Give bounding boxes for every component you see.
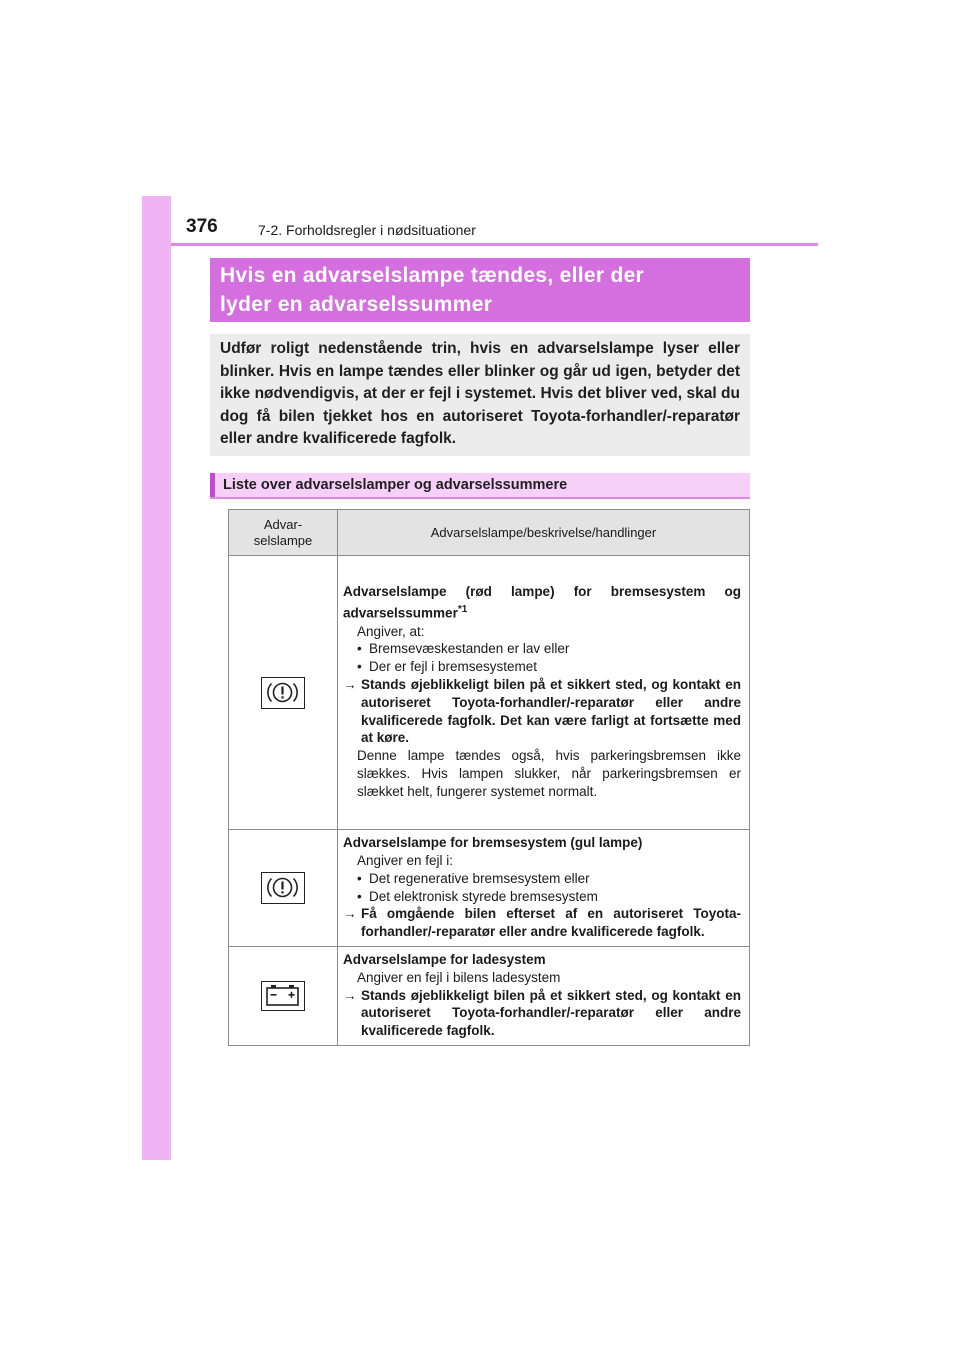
list-item: • Det elektronisk styrede bremsesystem [357, 888, 598, 904]
description-cell [338, 947, 750, 1046]
battery-icon [261, 981, 305, 1011]
intro-box [210, 334, 750, 456]
description-cell [338, 556, 750, 830]
subheading-text: Liste over advarselslamper og advarselssummere [223, 477, 568, 493]
subheading [210, 473, 750, 499]
lamp-note: Denne lampe tændes også, hvis parkeringsbremsen ikke slækkes. Hvis lampen slukker, når parkeringsbremsen er slækket helt, fungerer systemet normalt. [357, 748, 741, 799]
brake-warning-icon [261, 677, 305, 709]
main-heading-line-2: lyder en advarselssummer [220, 293, 493, 316]
description-cell [338, 830, 750, 947]
side-margin-bar [142, 196, 171, 1160]
intro-text: Udfør roligt nedenstående trin, hvis en advarselslampe lyser eller blinker. Hvis en lampe tændes eller blinker og går ud igen, betyder det ikke nødvendigvis, at der er fejl i systemet. Hvis det bliver ved, skal du dog få bilen tjekket hos en autoriseret Toyota-forhandler/-reparatør eller andre kvalificerede fagfolk. [220, 340, 740, 447]
list-item: • Bremsevæskestanden er lav eller [357, 641, 570, 657]
list-item: • Det regenerative bremsesystem eller [357, 870, 590, 886]
table-row [229, 556, 750, 830]
lamp-lead: Angiver en fejl i bilens ladesystem [357, 969, 561, 985]
section-title: 7-2. Forholdsregler i nødsituationer [258, 222, 476, 238]
footnote-marker: *1 [457, 604, 468, 616]
icon-cell [229, 556, 338, 830]
column-header-description: Advarselslampe/beskrivelse/handlinger [338, 510, 750, 556]
icon-cell [229, 947, 338, 1046]
brake-warning-icon [261, 872, 305, 904]
lamp-title: Advarselslampe for bremsesystem (gul lampe) [343, 835, 643, 851]
icon-cell [229, 830, 338, 947]
lamp-action: → Stands øjeblikkeligt bilen på et sikkert sted, og kontakt en autoriseret Toyota-forhandler/-reparatør eller andre kvalificerede fagfolk. [343, 987, 741, 1039]
lamp-title: Advarselslampe (rød lampe) for bremsesystem og advarselssummer$^{*1}$ [343, 584, 741, 621]
lamp-lead: Angiver, at: [357, 623, 425, 639]
table-row [229, 947, 750, 1046]
column-header-lamp-line-2: selslampe [253, 532, 313, 548]
main-heading-text [220, 261, 740, 319]
table-row [229, 830, 750, 947]
page-number: 376 [186, 216, 218, 237]
warning-lamp-table [228, 509, 750, 1046]
lamp-lead: Angiver en fejl i: [357, 852, 454, 868]
header-divider [171, 243, 818, 246]
arrow-icon: → [343, 676, 357, 692]
arrow-icon: → [343, 987, 357, 1003]
table-header-row [229, 510, 750, 556]
column-header-lamp-line-1: Advar- [263, 516, 303, 532]
lamp-action: → Stands øjeblikkeligt bilen på et sikkert sted, og kontakt en autoriseret Toyota-forhandler/-reparatør eller andre kvalificerede fagfolk. Det kan være farligt at fortsætte med at køre. [343, 676, 741, 746]
column-header-lamp [229, 510, 338, 556]
main-heading-line-1: Hvis en advarselslampe tændes, eller der [220, 264, 645, 287]
subheading-accent [210, 473, 215, 497]
list-item: • Der er fejl i bremsesystemet [357, 659, 538, 675]
arrow-icon: → [343, 906, 357, 922]
lamp-action: → Få omgående bilen efterset af en autoriseret Toyota-forhandler/-reparatør eller andre kvalificerede fagfolk. [343, 906, 741, 940]
lamp-title: Advarselslampe for ladesystem [343, 952, 546, 967]
main-heading [210, 258, 750, 322]
